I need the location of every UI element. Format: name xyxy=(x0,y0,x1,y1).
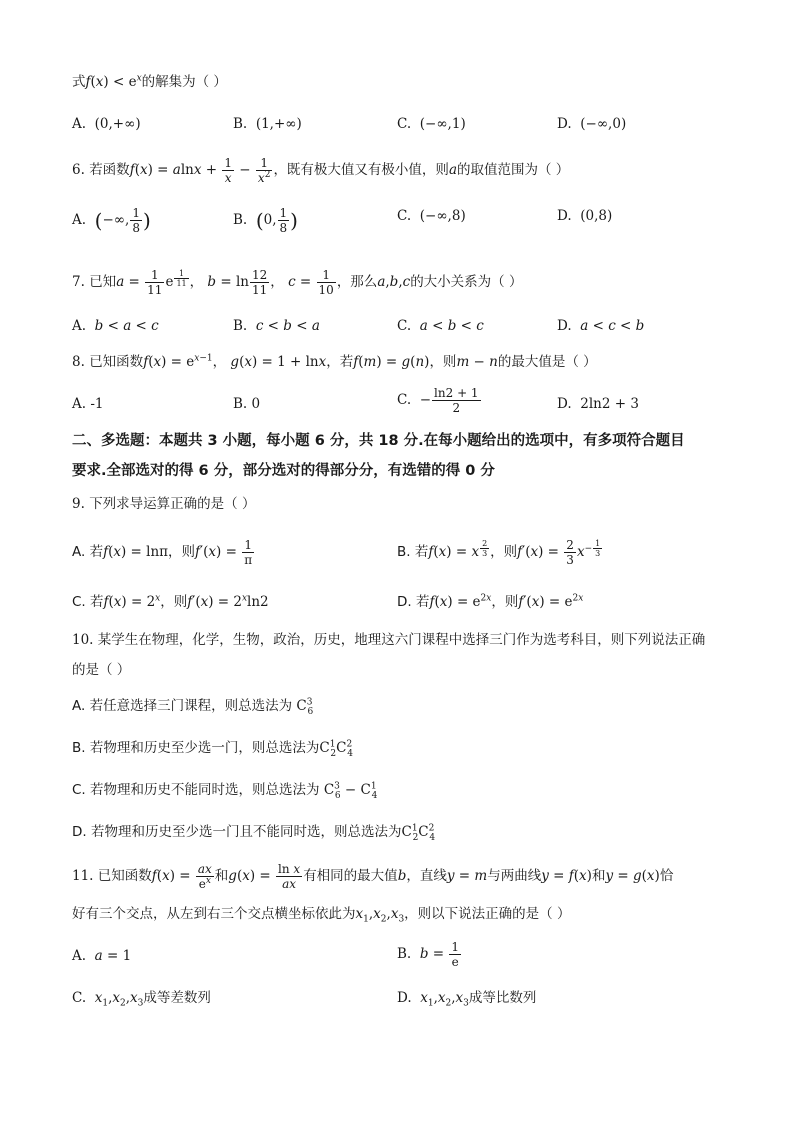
q10-option-b[interactable]: B. 若物理和历史至少选一门，则总选法为$C^1_2C^2_4$ xyxy=(72,739,353,759)
q11-option-c[interactable]: C. $x_1,x_2,x_3$成等差数列 xyxy=(72,990,211,1009)
q9-option-d[interactable]: D. 若$f(x) = e^{2x}$，则$f'(x) = e^{2x}$ xyxy=(397,593,584,610)
q10-option-c[interactable]: C. 若物理和历史不能同时选，则总选法为 $C^3_6 - C^1_4$ xyxy=(72,781,378,801)
q8-option-b[interactable]: B. 0 xyxy=(233,396,261,412)
q10-option-a[interactable]: A. 若任意选择三门课程，则总选法为 $C^3_6$ xyxy=(72,697,314,717)
q10-stem-line1: 10. 某学生在物理，化学，生物，政治，历史，地理这六门课程中选择三门作为选考科目，则下列说法正确 xyxy=(72,632,706,648)
q5-stem: 式$f(x) < e^x$的解集为（ ） xyxy=(72,73,227,90)
q11-option-b[interactable]: B. b = $\frac{1}{e}$ xyxy=(397,940,460,969)
q11-option-d[interactable]: D. $x_1,x_2,x_3$成等比数列 xyxy=(397,990,537,1009)
q10-option-d[interactable]: D. 若物理和历史至少选一门且不能同时选，则总选法为$C^1_2C^2_4$ xyxy=(72,823,436,843)
q8-option-d[interactable]: D. 2ln2 + 3 xyxy=(557,396,639,412)
section-heading-line1: 二、多选题：本题共 3 小题，每小题 6 分，共 18 分.在每小题给出的选项中，有多项符合题目 xyxy=(72,433,685,449)
q7-option-b[interactable]: B. c < b < a xyxy=(233,318,320,334)
section-heading-line2: 要求.全部选对的得 6 分，部分选对的得部分分，有选错的得 0 分 xyxy=(72,463,495,479)
q7-option-a[interactable]: A. b < a < c xyxy=(72,318,159,334)
q9-option-a[interactable]: A. 若f(x) = lnπ，则f′(x) = $\frac{1}{\pi}$ xyxy=(72,538,253,567)
q11-stem-line1: 11. 已知函数f(x) = $\frac{ax}{e^x}$ 和g(x) = $\frac{\text{ln x}}{ax}$ 有相同的最大值b，直线y = m与两曲线y = f(x)和y = g(x)恰 xyxy=(72,862,674,891)
q8-option-c[interactable]: C. − $\frac{\ln 2 + 1}{2}$ xyxy=(397,386,479,415)
q9-stem: 9. 下列求导运算正确的是（ ） xyxy=(72,496,256,512)
q6-option-d[interactable]: D. (0,8) xyxy=(557,208,613,224)
q7-option-c[interactable]: C. a < b < c xyxy=(397,318,484,334)
q5-option-d[interactable]: D. (−∞,0) xyxy=(557,116,627,132)
q10-stem-line2: 的是（ ） xyxy=(72,662,131,678)
q6-option-c[interactable]: C. (−∞,8) xyxy=(397,208,466,224)
q11-stem-line2: 好有三个交点，从左到右三个交点横坐标依此为$x_1,x_2,x_3$，则以下说法正确的是（ ） xyxy=(72,906,571,925)
q5-option-a[interactable]: A. (0,+∞) xyxy=(72,116,141,132)
q11-option-a[interactable]: A. a = 1 xyxy=(72,948,132,964)
q6-option-b[interactable]: B. (0, $\frac{1}{8}$ ) xyxy=(233,206,298,235)
q9-option-c[interactable]: C. 若$f(x) = 2^x$，则$f'(x) = 2^x\ln 2$ xyxy=(72,593,269,610)
q6-option-a[interactable]: A. (−∞, $\frac{1}{8}$ ) xyxy=(72,206,151,235)
q9-option-b[interactable]: B. 若f(x) = x $^{\frac{2}{3}}$ ，则f′(x) = $\frac{2}{3}$ $x^{- \frac{1}{3}}$ xyxy=(397,538,601,567)
q7-option-d[interactable]: D. a < c < b xyxy=(557,318,645,334)
q5-option-b[interactable]: B. (1,+∞) xyxy=(233,116,302,132)
q6-stem: 6. 若函数f(x) = alnx + $\frac{1}{x}$ − $\frac{1}{x^2}$ ，既有极大值又有极小值，则a的取值范围为（ ） xyxy=(72,156,570,185)
q5-option-c[interactable]: C. (−∞,1) xyxy=(397,116,466,132)
q7-stem: 7. 已知a = $\frac{1}{11}$ e $^{\frac{1}{11}}$ ， b = ln $\frac{12}{11}$ ， c = $\frac{1}{10}$ ，那么a,b,c的大小关系为（ ） xyxy=(72,268,523,297)
q8-stem: 8. 已知函数$f(x) = e^{x-1}$， g(x) = 1 + lnx，若f(m) = g(n)，则m − n的最大值是（ ） xyxy=(72,353,597,370)
q8-option-a[interactable]: A. -1 xyxy=(72,396,104,412)
